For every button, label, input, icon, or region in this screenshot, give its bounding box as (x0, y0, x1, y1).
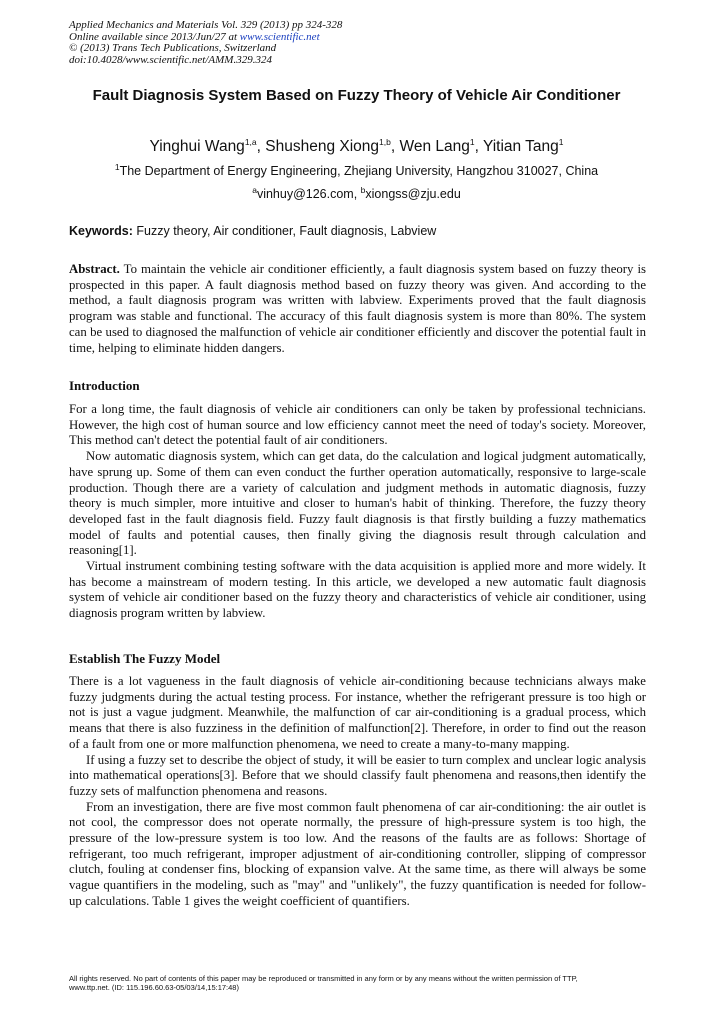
author-affiliation-marker: 1 (469, 136, 475, 147)
section-body (69, 402, 646, 622)
paragraph: Virtual instrument combining testing software with the data acquisition is applied more and more widely. It has become a mainstream of modern testing. In this article, we developed a new automatic fault diagnosis system of vehicle air conditioner based on the fuzzy theory and characteristics of vehicle air conditioner, using diagnosis program written by labview. (69, 559, 646, 621)
email-marker: b (360, 184, 366, 195)
affiliation-marker: 1 (114, 161, 120, 172)
paragraph: From an investigation, there are five most common fault phenomena of car air-conditioning: the air outlet is not cool, the compressor does not operate normally, the pressure of high-pressure system is too high, the pressure of the low-pressure system is too low. And the reasons of the faults are as follows: Shortage of refrigerant, too much refrigerant, improper adjustment of air-conditioning controller, slipping of compressor clutch, fouling at condenser fins, blocking of expansion valve. At the same time, as there will always be some vague quantifiers in the modeling, such as "may" and "unlikely", the fuzzy quantification is needed for follow-up calculations. Table 1 gives the weight coefficient of quantifiers. (69, 799, 646, 908)
paper-title: Fault Diagnosis System Based on Fuzzy Theory of Vehicle Air Conditioner (92, 87, 621, 104)
paragraph: Now automatic diagnosis system, which can get data, do the calculation and logical judgment automatically, have sprung up. Some of them can even conduct the further operation automatically, responsive to large-scale production. Though there are a variety of calculation and judgment methods in automatic diagnosis, fuzzy theory is much simpler, more intuitive and closer to human's habit of thinking. Therefore, the fuzzy theory developed fast in the fault diagnosis field. Fuzzy fault diagnosis is that firstly building a fuzzy mathematics model of faults and potential causes, then finally giving the diagnosis result through calculation and reasoning[1]. (69, 449, 646, 558)
author-affiliation-marker: 1,b (379, 136, 391, 147)
author-name: Shusheng Xiong (265, 138, 380, 155)
keywords-text: Fuzzy theory, Air conditioner, Fault diagnosis, Labview (136, 224, 437, 238)
author-name: Wen Lang (399, 138, 470, 155)
journal-header (69, 20, 489, 66)
paragraph: There is a lot vagueness in the fault diagnosis of vehicle air-conditioning because technicians always make fuzzy judgments during the actual testing process. For instance, whether the refrigerant pressure is too high or not is just a vague judgment. Meanwhile, the malfunction of car air-conditioning is a gradual process, which means that there is also fuzziness in the definition of malfunction[2]. Therefore, in order to find out the reason of a fault from one or more malfunction phenomena, we need to create a many-to-many mapping. (69, 674, 646, 751)
paragraph: For a long time, the fault diagnosis of vehicle air conditioners can only be taken by professional technicians. However, the high cost of human source and low efficiency cannot meet the need of today's society. Moreover, This method can't detect the potential fault of air conditioners. (69, 402, 646, 448)
doi-line: doi:10.4028/www.scientific.net/AMM.329.324 (69, 53, 272, 66)
author-name: Yitian Tang (482, 138, 559, 155)
email-marker: a (252, 184, 257, 195)
keywords-label: Keywords: (69, 224, 133, 238)
scientific-net-link[interactable]: www.scientific.net (239, 30, 320, 43)
affiliation-text: The Department of Energy Engineering, Zhejiang University, Hangzhou 310027, China (119, 164, 599, 178)
author-affiliation-marker: 1 (558, 136, 564, 147)
section-heading: Establish The Fuzzy Model (69, 651, 221, 666)
journal-citation: Applied Mechanics and Materials Vol. 329 (2013) pp 324-328 (69, 19, 343, 31)
section-heading: Introduction (69, 378, 140, 393)
keywords (69, 223, 647, 239)
paragraph: If using a fuzzy set to describe the object of study, it will be easier to turn complex and unclear logic analysis into mathematical operations[3]. Before that we should classify fault phenomena and reasons,then identify the fuzzy sets of malfunction phenomena and reasons. (69, 752, 646, 798)
abstract-label: Abstract. (69, 262, 120, 276)
copyright-footer (69, 974, 649, 992)
copyright-line: © (2013) Trans Tech Publications, Switzerland (69, 42, 277, 54)
section-body (69, 674, 646, 910)
abstract-text: To maintain the vehicle air conditioner efficiently, a fault diagnosis system based on fuzzy theory is prospected in this paper. A fault diagnosis method based on fuzzy theory was given. And according to the method, a fault diagnosis program was written with labview. Experiments proved that the fault diagnosis program was stable and functional. The accuracy of this fault diagnosis system is more than 80%. The system can be used to diagnosed the malfunction of vehicle air conditioner efficiently and discover the potential fault in time, helping to eliminate hidden dangers. (69, 262, 647, 355)
email-address: vinhuy@126.com (256, 187, 354, 201)
author-name: Yinghui Wang (149, 138, 245, 155)
email-address: xiongss@zju.edu (365, 187, 461, 201)
footer-line: All rights reserved. No part of contents of this paper may be reproduced or transmitted in any form or by any means without the written permission of TTP, (69, 974, 578, 983)
footer-line: www.ttp.net. (ID: 115.196.60.63-05/03/14,15:17:48) (69, 983, 239, 992)
author-emails: $^a$vinhuy@126.com, $^b$xiongss@zju.edu (252, 184, 461, 201)
author-affiliation-marker: 1,a (244, 136, 257, 147)
abstract (69, 262, 646, 356)
affiliation (60, 163, 653, 179)
author-list: Yinghui Wang$^{1,a}$, Shusheng Xiong$^{1,b}$, Wen Lang$^1$, Yitian Tang$^1$ (149, 136, 564, 155)
online-availability: Online available since 2013/Jun/27 at www.scientific.net (69, 30, 320, 43)
